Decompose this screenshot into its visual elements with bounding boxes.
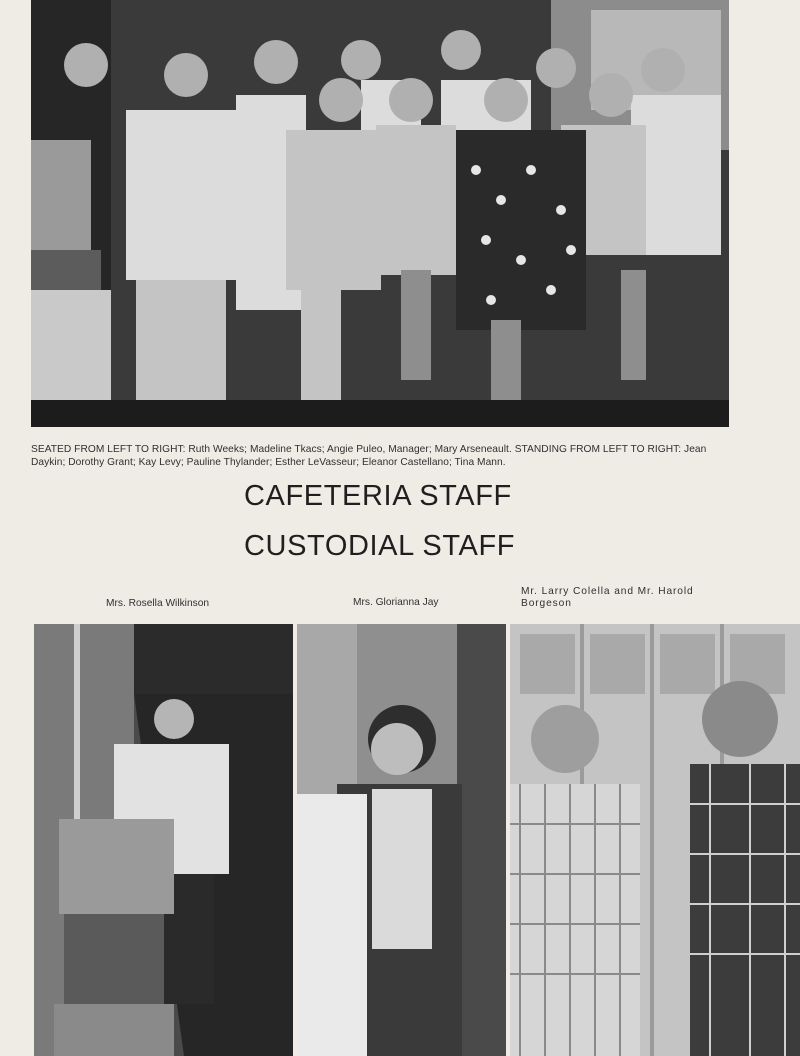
caption-colella-line2: Borgeson	[521, 598, 572, 609]
caption-wilkinson: Mrs. Rosella Wilkinson	[106, 598, 210, 609]
wilkinson-photo	[34, 624, 293, 1056]
caption-colella-borgeson	[521, 586, 736, 610]
caption-jay: Mrs. Glorianna Jay	[353, 597, 439, 608]
colella-borgeson-photo	[510, 624, 800, 1056]
custodial-title: CUSTODIAL STAFF	[244, 530, 516, 562]
caption-colella-line1: Mr. Larry Colella and Mr. Harold	[521, 586, 694, 597]
cafeteria-caption: SEATED FROM LEFT TO RIGHT: Ruth Weeks; Madeline Tkacs; Angie Puleo, Manager; Mary Arseneault. STANDING FROM LEFT TO RIGHT: Jean Daykin; Dorothy Grant; Kay Levy; Pauline Thylander; Esther LeVasseur; Eleanor Castellano; Tina Mann.	[31, 444, 707, 468]
cafeteria-title: CAFETERIA STAFF	[244, 480, 512, 512]
cafeteria-staff-photo	[31, 0, 729, 427]
jay-photo	[297, 624, 506, 1056]
